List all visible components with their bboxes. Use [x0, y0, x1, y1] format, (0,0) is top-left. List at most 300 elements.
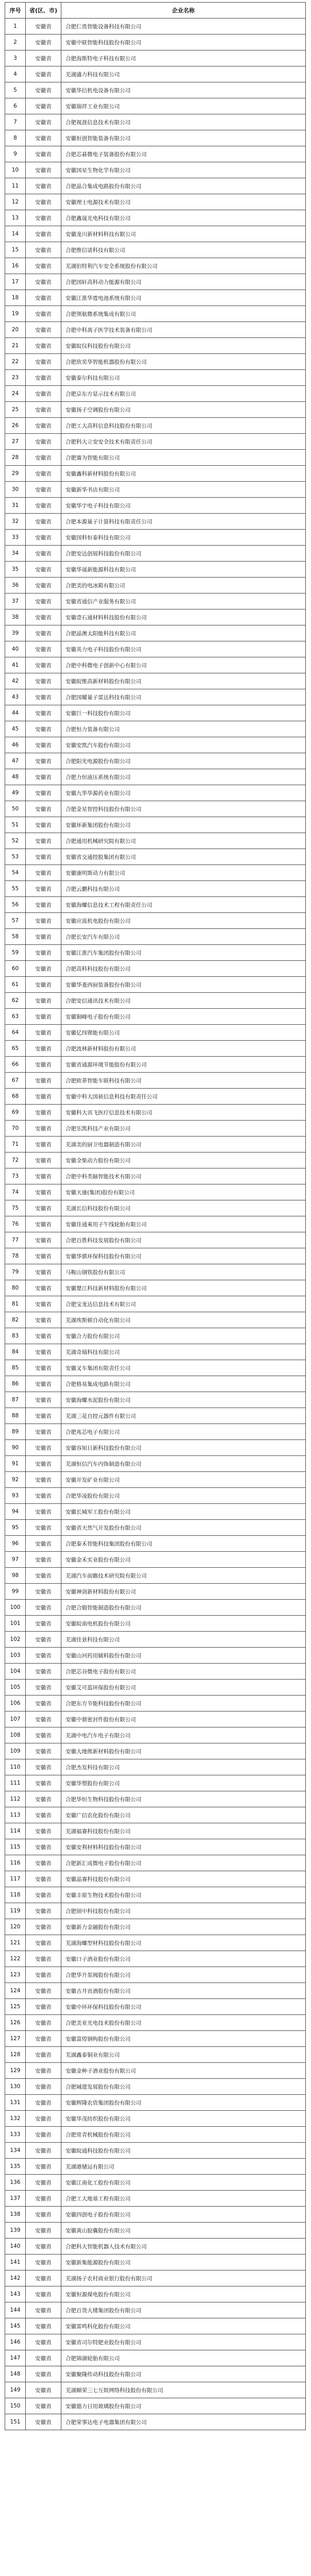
table-header	[5, 3, 306, 19]
row-company-name: 合肥欧菲智能车联科技有限公司	[61, 1073, 306, 1089]
table-row	[5, 1392, 306, 1408]
table-row	[5, 689, 306, 705]
row-company-name: 合肥鑫晟光电科技有限公司	[61, 210, 306, 226]
table-row	[5, 2095, 306, 2111]
table-row	[5, 1472, 306, 1488]
table-row	[5, 657, 306, 673]
row-company-name: 安徽神剑新材料股份有限公司	[61, 1584, 306, 1600]
table-row	[5, 1328, 306, 1344]
table-row	[5, 98, 306, 114]
row-province: 安徽省	[26, 514, 61, 530]
row-index: 132	[5, 2111, 26, 2127]
row-province: 安徽省	[26, 2207, 61, 2223]
row-province: 安徽省	[26, 2286, 61, 2302]
row-company-name: 马鞍山钢铁股份有限公司	[61, 1264, 306, 1280]
row-index: 149	[5, 2382, 26, 2398]
row-company-name: 合肥仁贵智能设备科技有限公司	[61, 19, 306, 35]
row-province: 安徽省	[26, 1584, 61, 1600]
row-company-name: 安徽佳通乘用子午线轮胎有限公司	[61, 1216, 306, 1232]
row-company-name: 安徽省通源环境节能股份有限公司	[61, 1057, 306, 1073]
row-province: 安徽省	[26, 2350, 61, 2366]
row-index: 49	[5, 785, 26, 801]
row-province: 安徽省	[26, 2223, 61, 2239]
row-company-name: 合肥视涯信息技术有限公司	[61, 114, 306, 130]
table-row	[5, 2239, 306, 2255]
row-index: 142	[5, 2270, 26, 2286]
row-index: 140	[5, 2239, 26, 2255]
row-company-name: 安徽晶赛科技股份有限公司	[61, 1871, 306, 1887]
table-row	[5, 1600, 306, 1616]
row-province: 安徽省	[26, 130, 61, 146]
row-province: 安徽省	[26, 418, 61, 434]
table-row	[5, 2079, 306, 2095]
table-row	[5, 1216, 306, 1232]
row-province: 安徽省	[26, 2063, 61, 2079]
row-index: 129	[5, 2063, 26, 2079]
row-index: 93	[5, 1488, 26, 1504]
row-company-name: 安徽海螺水泥股份有限公司	[61, 1392, 306, 1408]
table-row	[5, 530, 306, 546]
table-row	[5, 1025, 306, 1041]
table-row	[5, 338, 306, 354]
row-company-name: 安徽皖仪科技股份有限公司	[61, 338, 306, 354]
row-index: 67	[5, 1073, 26, 1089]
table-row	[5, 913, 306, 929]
row-company-name: 合肥金星智控科技股份有限公司	[61, 801, 306, 817]
row-province: 安徽省	[26, 1200, 61, 1216]
row-province: 安徽省	[26, 66, 61, 82]
row-province: 安徽省	[26, 114, 61, 130]
row-province: 安徽省	[26, 1600, 61, 1616]
row-province: 安徽省	[26, 721, 61, 737]
row-province: 安徽省	[26, 657, 61, 673]
row-province: 安徽省	[26, 210, 61, 226]
row-company-name: 合肥赛为智能有限公司	[61, 450, 306, 466]
row-province: 安徽省	[26, 753, 61, 769]
row-index: 74	[5, 1184, 26, 1200]
header-index: 序号	[5, 3, 26, 19]
row-index: 41	[5, 657, 26, 673]
row-index: 118	[5, 1887, 26, 1903]
row-province: 安徽省	[26, 993, 61, 1009]
row-province: 安徽省	[26, 1664, 61, 1680]
row-company-name: 安徽叉车集团有限责任公司	[61, 1360, 306, 1376]
row-index: 8	[5, 130, 26, 146]
table-row	[5, 2207, 306, 2223]
row-province: 安徽省	[26, 1392, 61, 1408]
table-row	[5, 1296, 306, 1312]
table-row	[5, 1967, 306, 1983]
table-row	[5, 178, 306, 194]
row-province: 安徽省	[26, 1424, 61, 1440]
row-province: 安徽省	[26, 1456, 61, 1472]
row-index: 62	[5, 993, 26, 1009]
table-row	[5, 641, 306, 657]
row-company-name: 合肥海斯特电子科技有限公司	[61, 50, 306, 66]
row-company-name: 合肥杰发科技有限公司	[61, 1759, 306, 1775]
row-province: 安徽省	[26, 2318, 61, 2334]
table-row	[5, 386, 306, 402]
row-company-name: 合肥中科类脑智能技术有限公司	[61, 1168, 306, 1184]
table-row	[5, 306, 306, 322]
row-index: 114	[5, 1823, 26, 1839]
row-company-name: 合肥晶澳太阳能科技有限公司	[61, 625, 306, 641]
row-province: 安徽省	[26, 1696, 61, 1711]
row-company-name: 安徽艾可蓝环保股份有限公司	[61, 1680, 306, 1696]
row-company-name: 安徽山河药用辅料股份有限公司	[61, 1648, 306, 1664]
row-province: 安徽省	[26, 1041, 61, 1057]
table-row	[5, 1440, 306, 1456]
row-company-name: 安徽新集能源股份有限公司	[61, 2255, 306, 2270]
row-province: 安徽省	[26, 1823, 61, 1839]
table-row	[5, 482, 306, 498]
row-index: 134	[5, 2143, 26, 2159]
row-company-name: 安徽华信机电设备有限公司	[61, 82, 306, 98]
table-row	[5, 1759, 306, 1775]
row-index: 100	[5, 1600, 26, 1616]
row-index: 23	[5, 370, 26, 386]
row-index: 30	[5, 482, 26, 498]
row-province: 安徽省	[26, 865, 61, 881]
table-row	[5, 977, 306, 993]
row-index: 121	[5, 1935, 26, 1951]
row-company-name: 合肥华凌股份有限公司	[61, 1488, 306, 1504]
table-row	[5, 370, 306, 386]
table-row	[5, 1264, 306, 1280]
row-index: 4	[5, 66, 26, 82]
table-row	[5, 1041, 306, 1057]
table-row	[5, 865, 306, 881]
row-index: 27	[5, 434, 26, 450]
row-index: 141	[5, 2255, 26, 2270]
row-province: 安徽省	[26, 162, 61, 178]
row-company-name: 安徽华晟新能源科技有限公司	[61, 562, 306, 578]
row-index: 97	[5, 1552, 26, 1568]
row-company-name: 安徽中联智能科技股份有限公司	[61, 35, 306, 50]
row-index: 18	[5, 290, 26, 306]
row-index: 37	[5, 594, 26, 609]
row-province: 安徽省	[26, 1472, 61, 1488]
row-company-name: 合肥领航微系统集成有限公司	[61, 306, 306, 322]
table-row	[5, 881, 306, 897]
table-row	[5, 434, 306, 450]
table-row	[5, 849, 306, 865]
row-index: 102	[5, 1632, 26, 1648]
header-company: 企业名称	[61, 3, 306, 19]
row-province: 安徽省	[26, 2414, 61, 2430]
row-province: 安徽省	[26, 769, 61, 785]
row-index: 81	[5, 1296, 26, 1312]
row-company-name: 安徽鑫科新材料股份有限公司	[61, 466, 306, 482]
row-province: 安徽省	[26, 1935, 61, 1951]
row-province: 安徽省	[26, 98, 61, 114]
table-row	[5, 993, 306, 1009]
table-row	[5, 2127, 306, 2143]
row-province: 安徽省	[26, 785, 61, 801]
table-row	[5, 1424, 306, 1440]
table-row	[5, 1089, 306, 1105]
row-company-name: 安徽聚隆传动科技股份有限公司	[61, 2366, 306, 2382]
table-row	[5, 130, 306, 146]
row-company-name: 合肥东方节能科技股份有限公司	[61, 1696, 306, 1711]
row-index: 107	[5, 1711, 26, 1727]
row-index: 104	[5, 1664, 26, 1680]
table-row	[5, 2255, 306, 2270]
row-index: 15	[5, 242, 26, 258]
table-row	[5, 466, 306, 482]
row-province: 安徽省	[26, 178, 61, 194]
row-province: 安徽省	[26, 274, 61, 290]
table-row	[5, 1520, 306, 1536]
row-index: 51	[5, 817, 26, 833]
row-company-name: 安徽英力电子科技股份有限公司	[61, 641, 306, 657]
row-province: 安徽省	[26, 1312, 61, 1328]
row-company-name: 安徽皖通科技股份有限公司	[61, 2143, 306, 2159]
row-province: 安徽省	[26, 817, 61, 833]
row-index: 44	[5, 705, 26, 721]
row-index: 125	[5, 1999, 26, 2015]
row-company-name: 安徽科大讯飞医疗信息技术有限公司	[61, 1105, 306, 1121]
row-province: 安徽省	[26, 482, 61, 498]
table-row	[5, 1823, 306, 1839]
row-province: 安徽省	[26, 1440, 61, 1456]
row-index: 40	[5, 641, 26, 657]
row-index: 28	[5, 450, 26, 466]
row-index: 126	[5, 2015, 26, 2031]
row-company-name: 合肥百胜科技发展股份有限公司	[61, 1232, 306, 1248]
row-index: 101	[5, 1616, 26, 1632]
row-index: 143	[5, 2286, 26, 2302]
table-row	[5, 562, 306, 578]
row-index: 69	[5, 1105, 26, 1121]
row-company-name: 合肥芯碁微电子装备股份有限公司	[61, 146, 306, 162]
table-row	[5, 2191, 306, 2207]
row-province: 安徽省	[26, 35, 61, 50]
row-province: 安徽省	[26, 1727, 61, 1743]
row-company-name: 芜湖福赛科技股份有限公司	[61, 1823, 306, 1839]
row-company-name: 安徽长城军工股份有限公司	[61, 1504, 306, 1520]
row-province: 安徽省	[26, 2111, 61, 2127]
table-row	[5, 785, 306, 801]
table-row	[5, 19, 306, 35]
row-index: 50	[5, 801, 26, 817]
table-row	[5, 2175, 306, 2191]
row-company-name: 安徽壹石通材料科技股份有限公司	[61, 609, 306, 625]
table-row	[5, 66, 306, 82]
row-company-name: 合肥本源量子计算科技有限责任公司	[61, 514, 306, 530]
row-province: 安徽省	[26, 1839, 61, 1855]
table-row	[5, 2414, 306, 2430]
table-row	[5, 817, 306, 833]
table-row	[5, 2382, 306, 2398]
table-row	[5, 322, 306, 338]
row-index: 115	[5, 1839, 26, 1855]
row-province: 安徽省	[26, 1616, 61, 1632]
row-index: 9	[5, 146, 26, 162]
row-company-name: 芜湖顺荣三七互娱网络科技股份有限公司	[61, 2382, 306, 2398]
row-province: 安徽省	[26, 1887, 61, 1903]
table-row	[5, 929, 306, 945]
row-province: 安徽省	[26, 82, 61, 98]
row-company-name: 合肥长安汽车有限公司	[61, 929, 306, 945]
row-province: 安徽省	[26, 737, 61, 753]
row-province: 安徽省	[26, 625, 61, 641]
row-company-name: 安徽中鼎密封件股份有限公司	[61, 1711, 306, 1727]
row-province: 安徽省	[26, 1121, 61, 1137]
row-index: 75	[5, 1200, 26, 1216]
row-company-name: 安徽广信农化股份有限公司	[61, 1807, 306, 1823]
row-index: 33	[5, 530, 26, 546]
table-row	[5, 1680, 306, 1696]
table-row	[5, 1775, 306, 1791]
row-province: 安徽省	[26, 945, 61, 961]
row-province: 安徽省	[26, 673, 61, 689]
row-company-name: 安徽华菱西厨装备股份有限公司	[61, 977, 306, 993]
row-company-name: 安徽安凯汽车股份有限公司	[61, 737, 306, 753]
table-row	[5, 1376, 306, 1392]
row-company-name: 芜湖中电汽车电子有限公司	[61, 1727, 306, 1743]
row-province: 安徽省	[26, 2079, 61, 2095]
table-row	[5, 2350, 306, 2366]
table-row	[5, 2270, 306, 2286]
table-row	[5, 673, 306, 689]
table-row	[5, 450, 306, 466]
row-province: 安徽省	[26, 290, 61, 306]
row-province: 安徽省	[26, 1488, 61, 1504]
row-company-name: 安徽黄山胶囊股份有限公司	[61, 2223, 306, 2239]
row-province: 安徽省	[26, 530, 61, 546]
row-index: 95	[5, 1520, 26, 1536]
row-company-name: 安徽海螺信息技术工程有限责任公司	[61, 897, 306, 913]
row-province: 安徽省	[26, 2239, 61, 2255]
table-row	[5, 1312, 306, 1328]
row-index: 38	[5, 609, 26, 625]
row-company-name: 安徽恒源煤电股份有限公司	[61, 2286, 306, 2302]
row-province: 安徽省	[26, 1967, 61, 1983]
table-row	[5, 1248, 306, 1264]
row-index: 96	[5, 1536, 26, 1552]
row-company-name: 合肥兆芯电子有限公司	[61, 1424, 306, 1440]
row-company-name: 安徽江南化工股份有限公司	[61, 2175, 306, 2191]
row-province: 安徽省	[26, 1759, 61, 1775]
row-province: 安徽省	[26, 1248, 61, 1264]
row-province: 安徽省	[26, 322, 61, 338]
row-province: 安徽省	[26, 2334, 61, 2350]
row-province: 安徽省	[26, 50, 61, 66]
row-province: 安徽省	[26, 370, 61, 386]
row-index: 135	[5, 2159, 26, 2175]
row-province: 安徽省	[26, 849, 61, 865]
table-row	[5, 402, 306, 418]
table-row	[5, 1983, 306, 1999]
table-row	[5, 1232, 306, 1248]
table-row	[5, 2366, 306, 2382]
row-province: 安徽省	[26, 1648, 61, 1664]
enterprise-table	[5, 2, 306, 2430]
table-row	[5, 1137, 306, 1153]
row-index: 10	[5, 162, 26, 178]
row-province: 安徽省	[26, 1216, 61, 1232]
row-province: 安徽省	[26, 1520, 61, 1536]
row-company-name: 合肥乐凯科技产业有限公司	[61, 1121, 306, 1137]
table-row	[5, 1919, 306, 1935]
row-index: 12	[5, 194, 26, 210]
row-company-name: 芜湖海螺型材科技股份有限公司	[61, 1935, 306, 1951]
table-row	[5, 1584, 306, 1600]
row-index: 11	[5, 178, 26, 194]
row-province: 安徽省	[26, 2366, 61, 2382]
row-company-name: 芜湖佳景科技有限公司	[61, 1632, 306, 1648]
row-company-name: 合肥宝龙达信息技术有限公司	[61, 1296, 306, 1312]
row-index: 148	[5, 2366, 26, 2382]
row-index: 73	[5, 1168, 26, 1184]
table-row	[5, 1360, 306, 1376]
row-province: 安徽省	[26, 354, 61, 370]
row-index: 7	[5, 114, 26, 130]
table-row	[5, 114, 306, 130]
row-index: 34	[5, 546, 26, 562]
row-province: 安徽省	[26, 194, 61, 210]
table-row	[5, 194, 306, 210]
row-index: 112	[5, 1791, 26, 1807]
table-row	[5, 1121, 306, 1137]
row-province: 安徽省	[26, 1168, 61, 1184]
row-index: 150	[5, 2398, 26, 2414]
row-province: 安徽省	[26, 961, 61, 977]
row-index: 57	[5, 913, 26, 929]
row-province: 安徽省	[26, 258, 61, 274]
row-province: 安徽省	[26, 466, 61, 482]
row-company-name: 芜湖奇瑞科技有限公司	[61, 1344, 306, 1360]
row-province: 安徽省	[26, 2143, 61, 2159]
row-index: 124	[5, 1983, 26, 1999]
row-index: 35	[5, 562, 26, 578]
row-province: 安徽省	[26, 609, 61, 625]
row-index: 31	[5, 498, 26, 514]
row-company-name: 合肥工大高科信息科技股份有限公司	[61, 418, 306, 434]
row-province: 安徽省	[26, 402, 61, 418]
row-index: 61	[5, 977, 26, 993]
row-company-name: 安徽环新集团股份有限公司	[61, 817, 306, 833]
row-index: 56	[5, 897, 26, 913]
row-company-name: 芜湖三花自控元器件有限公司	[61, 1408, 306, 1424]
row-province: 安徽省	[26, 434, 61, 450]
row-province: 安徽省	[26, 242, 61, 258]
row-index: 21	[5, 338, 26, 354]
table-row	[5, 753, 306, 769]
table-row	[5, 1200, 306, 1216]
row-index: 85	[5, 1360, 26, 1376]
row-index: 20	[5, 322, 26, 338]
row-company-name: 安徽皖维高新材料股份有限公司	[61, 673, 306, 689]
row-province: 安徽省	[26, 705, 61, 721]
row-company-name: 合肥荣事达电子电器集团有限公司	[61, 2414, 306, 2430]
row-province: 安徽省	[26, 1983, 61, 1999]
row-index: 46	[5, 737, 26, 753]
row-province: 安徽省	[26, 2031, 61, 2047]
row-index: 45	[5, 721, 26, 737]
row-index: 151	[5, 2414, 26, 2430]
row-company-name: 安徽富煌钢构股份有限公司	[61, 2031, 306, 2047]
row-index: 113	[5, 1807, 26, 1823]
table-row	[5, 737, 306, 753]
row-company-name: 合肥百货大楼集团股份有限公司	[61, 2302, 306, 2318]
table-row	[5, 2031, 306, 2047]
row-index: 147	[5, 2350, 26, 2366]
table-row	[5, 609, 306, 625]
row-province: 安徽省	[26, 1680, 61, 1696]
row-index: 6	[5, 98, 26, 114]
